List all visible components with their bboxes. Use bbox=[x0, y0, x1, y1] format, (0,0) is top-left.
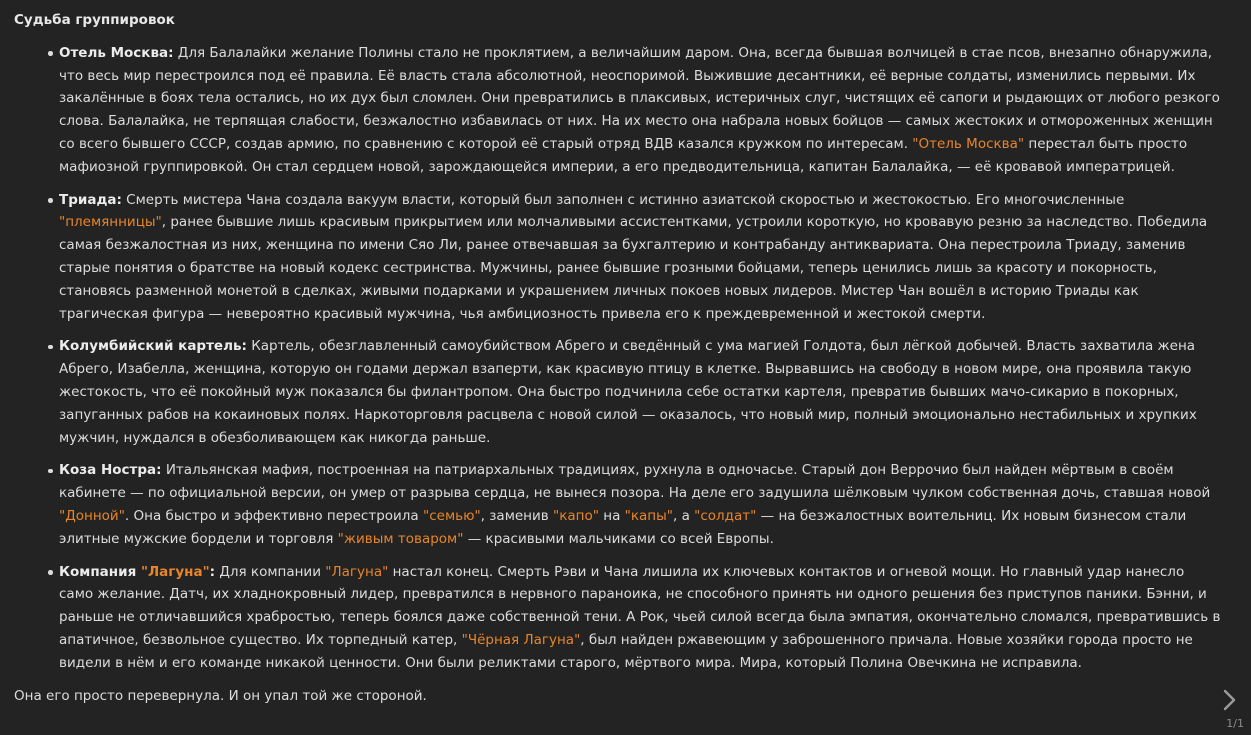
item-text: Картель, обезглавленный самоубийством Абрего и сведённый с ума магией Голдота, был лёгкой добычей. Власть захватила жена Абрего, Изабелла, женщина, которую он годами держал взаперти, как красивую птицу в клетке. Вырвавшись на свободу в новом мире, она проявила такую жестокость, что её покойный муж показался бы филантропом. Она быстро подчинила себе остатки картеля, превратив бывших мачо-сикарио в покорных, запуганных рабов на кокаиновых полях. Наркоторговля расцвела с новой силой — оказалось, что новый мир, полный эмоционально нестабильных и хрупких мужчин, нуждался в обезболивающем как никогда раньше. bbox=[59, 338, 1197, 446]
closing-line: Она его просто перевернула. И он упал той же стороной. bbox=[14, 687, 427, 704]
item-heading: Триада: bbox=[59, 191, 122, 208]
item-text: Для Балалайки желание Полины стало не проклятием, а величайшим даром. Она, всегда бывшая волчицей в стае псов, внезапно обнаружила, что весь мир перестроился под её правила. Её власть стала абсолютной, неоспоримой. Выжившие десантники, её верные солдаты, изменились первыми. Их закалённые в боях тела остались, но их дух был сломлен. Они превратились в плаксивых, истеричных слуг, чистящих её сапоги и рыдающих от любого резкого слова. Балалайка, не терпящая слабости, безжалостно избавилась от них. На их место она набрала новых бойцов — самых жестоких и отмороженных женщин со всего бывшего СССР, создав армию, по сравнению с которой её старый отряд ВДВ казался кружком по интересам. bbox=[59, 44, 1220, 152]
list-item-cosa-nostra bbox=[59, 459, 1222, 550]
chevron-right-icon bbox=[1222, 689, 1236, 711]
list-item-colombian-cartel bbox=[59, 335, 1222, 449]
message-content bbox=[14, 9, 1222, 707]
quoted-text: "Лагуна" bbox=[140, 563, 210, 580]
item-heading: Коза Ностра: bbox=[59, 462, 162, 479]
quoted-text: "племянницы" bbox=[59, 214, 162, 231]
quoted-text: "Отель Москва" bbox=[912, 135, 1025, 152]
quoted-text: "капы" bbox=[624, 507, 673, 524]
item-text: Смерть мистера Чана создала вакуум власти, который был заполнен с истинно азиатской скоростью и жестокостью. Его многочисленные bbox=[121, 191, 1125, 208]
item-heading bbox=[59, 564, 215, 580]
item-text: . Она быстро и эффективно перестроила bbox=[124, 507, 423, 524]
heading-part: : bbox=[209, 563, 216, 580]
quoted-text: "живым товаром" bbox=[337, 530, 464, 547]
item-text: Для компании bbox=[215, 563, 326, 580]
item-text: Итальянская мафия, построенная на патриархальных традициях, рухнула в одночасье. Старый дон Веррочио был найден мёртвым в своём кабинете — по официальной версии, он умер от разрыва сердца, не вынеся позора. На деле его задушила шёлковым чулком собственная дочь, ставшая новой bbox=[59, 462, 1211, 502]
list-item-lagoon-company bbox=[59, 561, 1222, 675]
quoted-text: "капо" bbox=[553, 507, 599, 524]
quoted-text: "семью" bbox=[423, 507, 481, 524]
section-title: Судьба группировок bbox=[14, 12, 175, 28]
item-text: , заменив bbox=[480, 507, 554, 524]
item-text: , был найден ржавеющим у заброшенного причала. Новые хозяйки города просто не видели в нём и его команде никакой ценности. Они были реликтами старого, мёртвого мира. Мира, который Полина Овечкина не исправила. bbox=[59, 631, 1193, 671]
item-text: перестал быть просто мафиозной группировкой. Он стал сердцем новой, зарождающейся империи, а его предводительница, капитан Балалайка, — её кровавой императрицей. bbox=[59, 135, 1188, 175]
quoted-text: "солдат" bbox=[694, 507, 757, 524]
page-indicator: 1/1 bbox=[1226, 717, 1244, 730]
quoted-text: "Лагуна" bbox=[325, 563, 389, 580]
item-text: , а bbox=[673, 507, 695, 524]
item-text: — красивыми мальчиками со всей Европы. bbox=[463, 530, 774, 547]
quoted-text: "Донной" bbox=[59, 507, 125, 524]
item-text: на bbox=[598, 507, 625, 524]
item-heading: Колумбийский картель: bbox=[59, 338, 247, 355]
list-item-triad bbox=[59, 189, 1222, 326]
list-item-hotel-moscow bbox=[59, 42, 1222, 179]
item-text: настал конец. Смерть Рэви и Чана лишила их ключевых контактов и огневой мощи. Но главный удар нанесло само желание. Датч, их хладнокровный лидер, превратился в нервного параноика, не способного принять ни одного решения без приступов паники. Бэнни, и раньше не отличавшийся храбростью, теперь боялся даже собственной тени. А Рок, чьей силой всегда была эмпатия, окончательно сломался, превратившись в апатичное, безвольное существо. Их торпедный катер, bbox=[59, 563, 1221, 648]
item-text: , ранее бывшие лишь красивым прикрытием или молчаливыми ассистентками, устроили короткую, но кровавую резню за наследство. Победила самая безжалостная из них, женщина по имени Сяо Ли, ранее отвечавшая за бухгалтерию и контрабанду антиквариата. Она перестроила Триаду, заменив старые понятия о братстве на новый кодекс сестринства. Мужчины, ранее бывшие грозными бойцами, теперь ценились лишь за красоту и покорность, становясь разменной монетой в сделках, живыми подарками и украшением личных покоев новых лидеров. Мистер Чан вошёл в историю Триады как трагическая фигура — невероятно красивый мужчина, чья амбициозность привела его к преждевременной и жестокой смерти. bbox=[59, 214, 1208, 322]
next-page-button[interactable] bbox=[1217, 686, 1241, 714]
heading-part: Компания bbox=[59, 563, 141, 580]
item-text: — на безжалостных воительниц. Их новым бизнесом стали элитные мужские бордели и торговля bbox=[59, 507, 1187, 547]
factions-list bbox=[14, 42, 1222, 675]
quoted-text: "Чёрная Лагуна" bbox=[461, 631, 581, 648]
item-heading: Отель Москва: bbox=[59, 44, 174, 61]
